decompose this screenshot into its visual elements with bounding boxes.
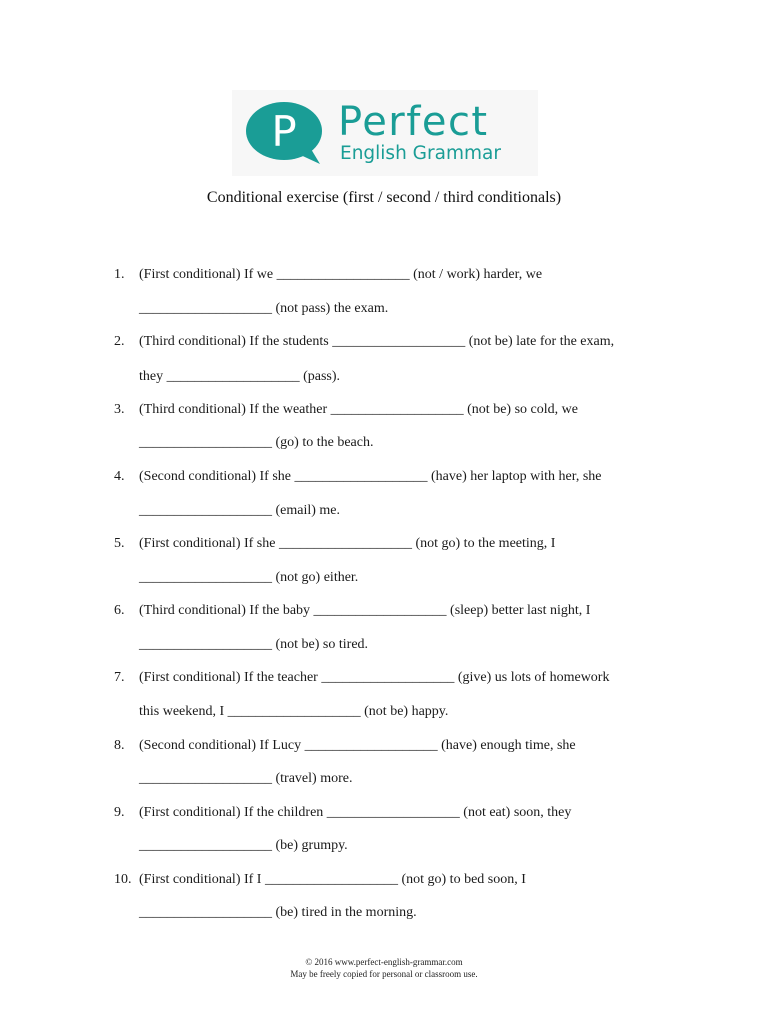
logo-letter: P: [271, 107, 297, 156]
question-line: (Third conditional) If the weather ___________________ (not be) so cold, we: [139, 402, 578, 417]
question-line: (Second conditional) If Lucy ___________________ (have) enough time, she: [139, 738, 576, 753]
question-line: ___________________ (travel) more.: [139, 771, 353, 786]
question-number: 2.: [114, 334, 125, 349]
question-line: (First conditional) If we ___________________ (not / work) harder, we: [139, 267, 543, 282]
question-line: ___________________ (be) grumpy.: [139, 838, 348, 853]
page-title: Conditional exercise (first / second / third conditionals): [206, 189, 562, 206]
question-number: 5.: [114, 536, 125, 551]
question-line: this weekend, I ___________________ (not be) happy.: [139, 704, 449, 719]
logo-word-perfect: Perfect: [338, 99, 489, 145]
question-number: 3.: [114, 402, 125, 417]
question-line: (Third conditional) If the students ___________________ (not be) late for the exam,: [139, 334, 615, 349]
question-line: (Third conditional) If the baby ___________________ (sleep) better last night, I: [139, 603, 591, 618]
question-number: 7.: [114, 670, 125, 685]
question-line: (First conditional) If I ___________________ (not go) to bed soon, I: [139, 872, 526, 887]
question-line: (First conditional) If she ___________________ (not go) to the meeting, I: [139, 536, 556, 551]
question-number: 1.: [114, 267, 125, 282]
question-line: ___________________ (email) me.: [139, 503, 341, 518]
question-line: ___________________ (go) to the beach.: [139, 435, 374, 450]
question-number: 9.: [114, 805, 125, 820]
question-number: 10.: [114, 872, 132, 887]
footer-usage-note: May be freely copied for personal or classroom use.: [290, 969, 478, 979]
footer-copyright: © 2016 www.perfect-english-grammar.com: [305, 957, 463, 967]
speech-bubble-logo-icon: [244, 100, 328, 166]
logo-word-english-grammar: English Grammar: [340, 143, 501, 164]
question-number: 4.: [114, 469, 125, 484]
question-line: (Second conditional) If she ___________________ (have) her laptop with her, she: [139, 469, 602, 484]
question-line: ___________________ (not be) so tired.: [139, 637, 369, 652]
logo: [232, 90, 538, 176]
question-line: ___________________ (not go) either.: [139, 570, 359, 585]
question-line: (First conditional) If the teacher ___________________ (give) us lots of homework: [139, 670, 610, 685]
question-number: 6.: [114, 603, 125, 618]
question-line: they ___________________ (pass).: [139, 369, 341, 384]
question-number: 8.: [114, 738, 125, 753]
question-line: ___________________ (be) tired in the morning.: [139, 905, 417, 920]
question-line: (First conditional) If the children ___________________ (not eat) soon, they: [139, 805, 572, 820]
question-line: ___________________ (not pass) the exam.: [139, 301, 389, 316]
